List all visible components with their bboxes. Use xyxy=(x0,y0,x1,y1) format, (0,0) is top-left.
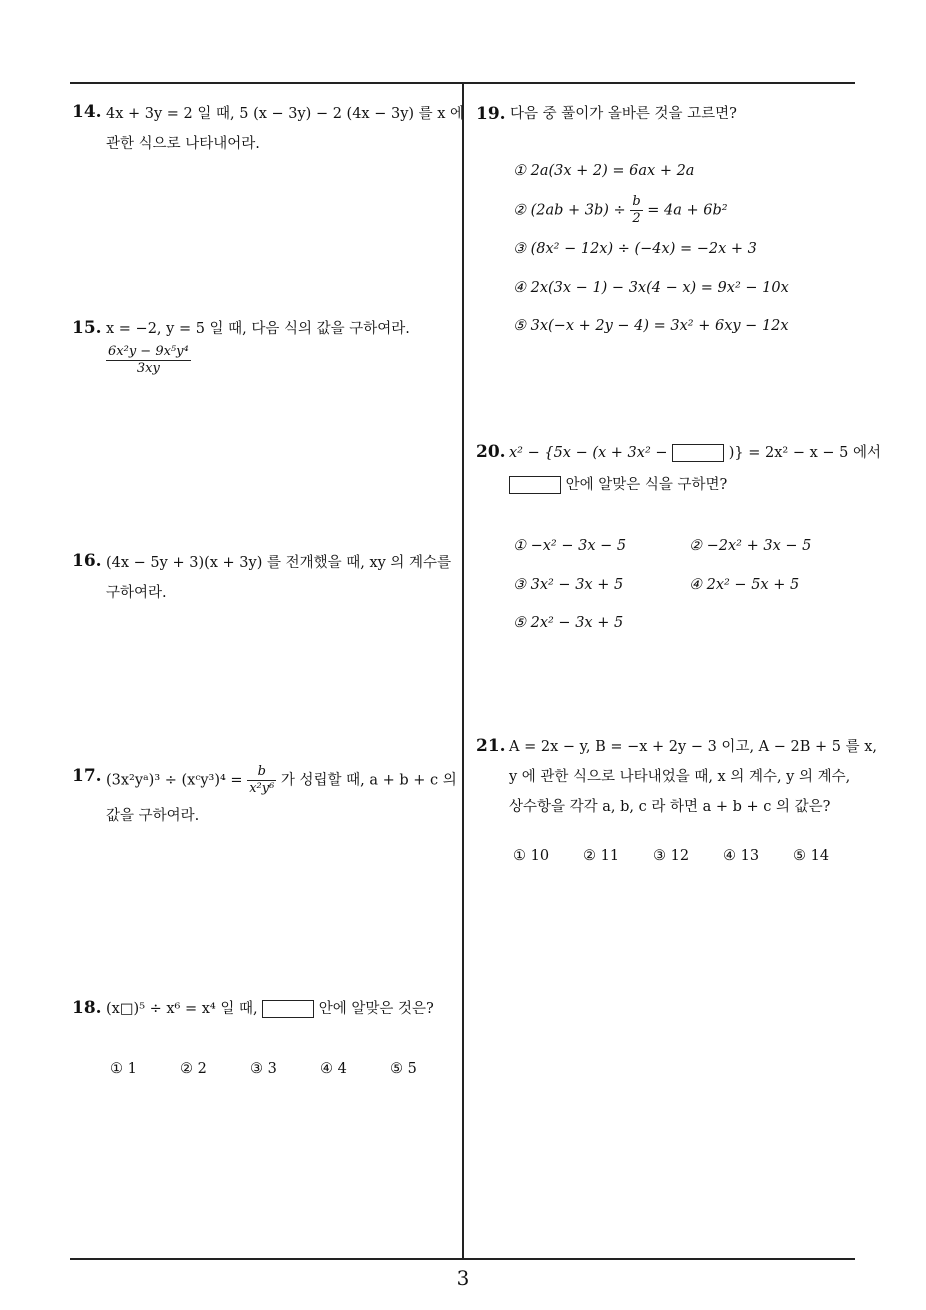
q18-line1 xyxy=(106,994,434,1024)
q20-blank-box-inline xyxy=(672,444,724,462)
q19-choice-4[interactable]: ④ 2x(3x − 1) − 3x(4 − x) = 9x² − 10x xyxy=(513,280,789,296)
q19-line1: 다음 중 풀이가 올바른 것을 고르면? xyxy=(510,106,737,122)
q15-fraction xyxy=(106,344,191,377)
q16-line2: 구하여라. xyxy=(106,585,167,601)
q19-c2-right: = 4a + 6b² xyxy=(647,202,728,219)
q19-c2-frac-num: b xyxy=(632,194,641,209)
q20-blank-box xyxy=(509,476,561,494)
question-number-15: 15. xyxy=(72,318,102,338)
q20-expr: x² − {5x − (x + 3x² − xyxy=(509,445,668,461)
q21-choice-2[interactable]: ② 11 xyxy=(583,848,620,864)
q18-choice-4[interactable]: ④ 4 xyxy=(320,1061,347,1077)
question-number-19: 19. xyxy=(476,104,506,124)
page-number: 3 xyxy=(456,1266,470,1290)
q17-expr: (3x²yᵃ)³ ÷ (xᶜy³)⁴ = xyxy=(106,772,243,789)
q21-line3: 상수항을 각각 a, b, c 라 하면 a + b + c 의 값은? xyxy=(509,799,831,815)
question-number-18: 18. xyxy=(72,998,102,1018)
question-number-20: 20. xyxy=(476,442,506,462)
question-16 xyxy=(106,548,451,608)
q19-c2-frac-den: 2 xyxy=(632,211,641,226)
q21-line2: y 에 관한 식으로 나타내었을 때, x 의 계수, y 의 계수, xyxy=(509,769,851,785)
question-number-17: 17. xyxy=(72,766,102,786)
question-number-14: 14. xyxy=(72,102,102,122)
q15-frac-den: 3xy xyxy=(136,361,160,376)
q16-line1: (4x − 5y + 3)(x + 3y) 를 전개했을 때, xy 의 계수를 xyxy=(106,555,452,571)
q17-tail: 가 성립할 때, a + b + c 의 xyxy=(280,772,457,789)
q20-choice-3[interactable]: ③ 3x² − 3x + 5 xyxy=(513,577,624,593)
q20-line1 xyxy=(509,438,881,468)
q17-frac-num: b xyxy=(247,764,276,781)
q21-choice-3[interactable]: ③ 12 xyxy=(653,848,690,864)
q18-choice-5[interactable]: ⑤ 5 xyxy=(390,1061,417,1077)
question-number-16: 16. xyxy=(72,551,102,571)
q17-frac-den: x²y⁶ xyxy=(249,781,275,796)
q18-expr: (x□)⁵ ÷ x⁶ = x⁴ 일 때, xyxy=(106,1001,258,1017)
q15-line1: x = −2, y = 5 일 때, 다음 식의 값을 구하여라. xyxy=(106,321,410,337)
column-divider xyxy=(462,82,464,1259)
q21-line1: A = 2x − y, B = −x + 2y − 3 이고, A − 2B + 5 를 x, xyxy=(509,739,877,755)
q19-c2-left: ② (2ab + 3b) ÷ xyxy=(513,202,626,219)
question-20 xyxy=(509,438,881,500)
q19-choice-1[interactable]: ① 2a(3x + 2) = 6ax + 2a xyxy=(513,163,695,179)
question-15 xyxy=(106,314,410,377)
q18-choice-2[interactable]: ② 2 xyxy=(180,1061,207,1077)
q14-line2: 관한 식으로 나타내어라. xyxy=(106,136,260,152)
q20-tail: )} = 2x² − x − 5 에서 xyxy=(728,445,881,461)
q17-line2: 값을 구하여라. xyxy=(106,808,200,824)
question-14 xyxy=(106,99,464,159)
q18-choice-3[interactable]: ③ 3 xyxy=(250,1061,277,1077)
q17-fraction xyxy=(247,764,276,797)
question-17 xyxy=(106,764,457,831)
question-19 xyxy=(510,99,737,129)
q15-frac-num: 6x²y − 9x⁵y⁴ xyxy=(108,344,189,359)
q19-choice-3[interactable]: ③ (8x² − 12x) ÷ (−4x) = −2x + 3 xyxy=(513,241,757,257)
question-18 xyxy=(106,994,434,1024)
q20-choice-4[interactable]: ④ 2x² − 5x + 5 xyxy=(689,577,800,593)
q17-line1 xyxy=(106,764,457,797)
q20-choice-2[interactable]: ② −2x² + 3x − 5 xyxy=(689,538,812,554)
q21-choice-5[interactable]: ⑤ 14 xyxy=(793,848,830,864)
q19-c2-fraction xyxy=(630,194,642,227)
q19-choice-2[interactable] xyxy=(513,194,728,227)
question-21 xyxy=(509,732,877,822)
q19-choice-5[interactable]: ⑤ 3x(−x + 2y − 4) = 3x² + 6xy − 12x xyxy=(513,318,789,334)
answer-blank-box xyxy=(262,1000,314,1018)
q20-line2 xyxy=(509,470,881,500)
q20-choice-5[interactable]: ⑤ 2x² − 3x + 5 xyxy=(513,615,624,631)
question-number-21: 21. xyxy=(476,736,506,756)
q21-choice-1[interactable]: ① 10 xyxy=(513,848,550,864)
q20-line2-text: 안에 알맞은 식을 구하면? xyxy=(565,477,728,493)
q18-choice-1[interactable]: ① 1 xyxy=(110,1061,137,1077)
q14-line1: 4x + 3y = 2 일 때, 5 (x − 3y) − 2 (4x − 3y) 를 x 에 xyxy=(106,106,465,122)
q20-choice-1[interactable]: ① −x² − 3x − 5 xyxy=(513,538,627,554)
q18-tail: 안에 알맞은 것은? xyxy=(318,1001,434,1017)
q21-choice-4[interactable]: ④ 13 xyxy=(723,848,760,864)
